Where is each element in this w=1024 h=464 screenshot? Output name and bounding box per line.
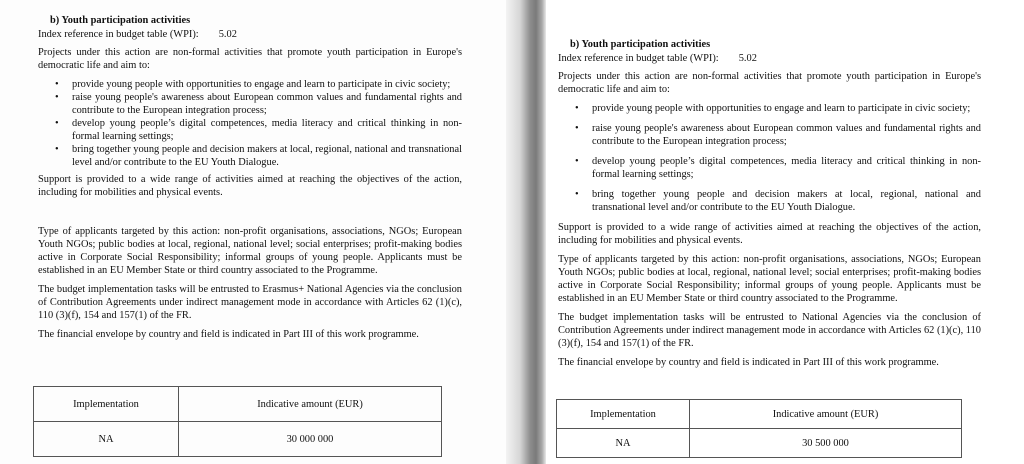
table-cell: NA — [34, 422, 179, 457]
right-page-content — [558, 38, 981, 375]
table-header-row — [557, 400, 962, 429]
budget-table — [556, 399, 962, 458]
applicants-paragraph: Type of applicants targeted by this action: non-profit organisations, associations, NGOs; European Youth NGOs; public bodies at local, regional, national level; social enterprises; profit-making bodies active in Corporate Social Responsibility; informal groups of young people. Applicants must be established in an EU Member State or third country associated to the Programme. — [38, 226, 462, 276]
budget-table — [33, 386, 442, 457]
applicants-paragraph: Type of applicants targeted by this action: non-profit organisations, associations, NGOs; European Youth NGOs; public bodies at local, regional, national level; social enterprises; profit-making bodies active in Corporate Social Responsibility; informal groups of young people. Applicants must be established in an EU Member State or third country associated to the Programme. — [558, 254, 981, 304]
financial-envelope-paragraph: The financial envelope by country and field is indicated in Part III of this work programme. — [38, 329, 419, 340]
objectives-list — [38, 78, 462, 169]
table-row — [34, 422, 442, 457]
objective-item: • develop young people’s digital competences, media literacy and critical thinking in non-formal learning settings; — [72, 117, 462, 143]
table-header-cell: Implementation — [557, 400, 690, 429]
table-cell: NA — [557, 429, 690, 458]
objective-item: • develop young people’s digital competences, media literacy and critical thinking in non-formal learning settings; — [592, 155, 981, 181]
support-paragraph: Support is provided to a wide range of activities aimed at reaching the objectives of the action, including for mobilities and physical events. — [558, 222, 981, 246]
wpi-value: 5.02 — [738, 53, 757, 64]
budget-tasks-paragraph: The budget implementation tasks will be entrusted to Erasmus+ National Agencies via the conclusion of Contribution Agreements under indirect management mode in accordance with Articles 62 (1)(c), 110 (3)(f), 154 and 157(1) of the FR. — [38, 284, 462, 321]
objective-item: • raise young people's awareness about European common values and fundamental rights and contribute to the European integration process; — [592, 122, 981, 148]
table-cell: 30 500 000 — [690, 429, 962, 458]
wpi-label: Index reference in budget table (WPI): — [38, 29, 199, 40]
wpi-label: Index reference in budget table (WPI): — [558, 53, 719, 64]
support-paragraph: Support is provided to a wide range of activities aimed at reaching the objectives of the action, including for mobilities and physical events. — [38, 174, 462, 198]
intro-paragraph: Projects under this action are non-formal activities that promote youth participation in Europe's democratic life and aim to: — [38, 47, 462, 71]
left-document-page — [0, 0, 506, 464]
financial-envelope-paragraph: The financial envelope by country and field is indicated in Part III of this work programme. — [558, 357, 939, 368]
objectives-list — [558, 102, 981, 214]
wpi-reference — [38, 28, 462, 41]
objective-item: • bring together young people and decision makers at local, regional, national and transnational level and/or contribute to the EU Youth Dialogue. — [592, 188, 981, 214]
wpi-value: 5.02 — [218, 29, 237, 40]
table-cell: 30 000 000 — [179, 422, 442, 457]
budget-tasks-paragraph: The budget implementation tasks will be entrusted to National Agencies via the conclusion of Contribution Agreements under indirect management mode in accordance with Articles 62 (1)(c), 110 (3)(f), 154 and 157(1) of the FR. — [558, 312, 981, 349]
page-gutter-shadow — [506, 0, 546, 464]
section-heading: b) Youth participation activities — [50, 15, 191, 26]
table-header-cell: Implementation — [34, 387, 179, 422]
intro-paragraph: Projects under this action are non-formal activities that promote youth participation in Europe's democratic life and aim to: — [558, 71, 981, 95]
wpi-reference — [558, 52, 981, 65]
right-document-page — [546, 0, 1024, 464]
table-header-cell: Indicative amount (EUR) — [690, 400, 962, 429]
objective-item: • raise young people's awareness about European common values and fundamental rights and contribute to the European integration process; — [72, 91, 462, 117]
table-header-row — [34, 387, 442, 422]
left-page-content — [38, 14, 462, 347]
section-heading: b) Youth participation activities — [570, 39, 711, 50]
objective-item: • provide young people with opportunities to engage and learn to participate in civic society; — [592, 102, 981, 115]
table-header-cell: Indicative amount (EUR) — [179, 387, 442, 422]
table-row — [557, 429, 962, 458]
objective-item: • bring together young people and decision makers at local, regional, national and transnational level and/or contribute to the EU Youth Dialogue. — [72, 143, 462, 169]
objective-item: • provide young people with opportunities to engage and learn to participate in civic society; — [72, 78, 462, 91]
